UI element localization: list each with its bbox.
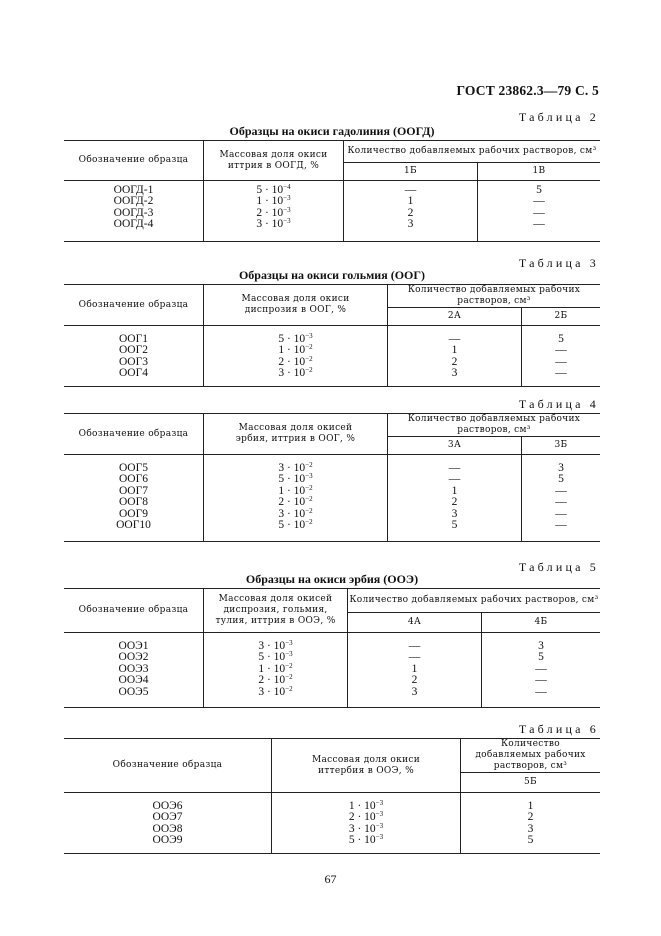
mass-value: $5 \cdot 10^{-3}$ <box>278 331 313 345</box>
col-mass-header: Массовая доля окисей диспрозия, гольмия, тулия, иттрия в ООЭ, % <box>204 589 348 633</box>
qty-b-column: 5 — — — <box>478 185 601 242</box>
qty-b-column: 5 — — — <box>522 334 601 387</box>
designation-column <box>64 334 204 387</box>
table-4 <box>64 413 600 542</box>
col-mass-header: Массовая доля окиси иттербия в ООЭ, % <box>272 739 461 793</box>
document-header: ГОСТ 23862.3—79 С. 5 <box>456 83 599 98</box>
col-mass-header: Массовая доля окиси иттрия в ООГД, % <box>204 141 344 181</box>
qty-b-column: 3 5 — — — <box>482 641 601 708</box>
mass-value: $2 \cdot 10^{-3}$ <box>348 810 384 824</box>
mass-value: $5 \cdot 10^{-2}$ <box>278 518 313 532</box>
mass-value: $5 \cdot 10^{-4}$ <box>256 182 291 196</box>
mass-value: $1 \cdot 10^{-3}$ <box>348 798 384 812</box>
mass-value: $5 \cdot 10^{-3}$ <box>348 833 384 847</box>
sub-header: 3А <box>388 437 522 455</box>
table-5-label: Таблица 5 <box>518 560 599 574</box>
table-row: ООГД-2 <box>113 195 154 208</box>
mass-column <box>204 638 348 708</box>
table-4-label: Таблица 4 <box>518 397 599 411</box>
mass-column <box>204 460 388 542</box>
qty-b-column: 1 2 3 5 <box>461 801 601 854</box>
mass-column <box>272 798 461 854</box>
table-row: ООГ6 <box>118 473 148 486</box>
col-qty-header: Количество добавляемых рабочих растворов, см³ <box>461 739 601 773</box>
table-row: ООГ1 <box>118 332 148 345</box>
qty-a-column: — — 1 2 3 <box>348 641 482 708</box>
table-row: ООГД-1 <box>113 183 154 196</box>
table-row: ООГ2 <box>118 344 148 357</box>
col-qty-header: Количество добавляемых рабочих растворов, см³ <box>344 141 601 163</box>
sub-header: 3Б <box>522 437 601 455</box>
col-designation-header: Обозначение образца <box>64 589 204 633</box>
sub-header: 5Б <box>461 773 601 793</box>
mass-value: $1 \cdot 10^{-3}$ <box>256 194 291 208</box>
col-designation-header: Обозначение образца <box>64 141 204 181</box>
col-designation-header: Обозначение образца <box>64 739 272 793</box>
mass-value: $2 \cdot 10^{-2}$ <box>278 354 313 368</box>
table-row: ООГ8 <box>118 496 148 509</box>
qty-a-column: — 1 2 3 <box>344 185 478 242</box>
table-3 <box>64 284 600 387</box>
mass-value: $3 \cdot 10^{-3}$ <box>256 217 291 231</box>
mass-value: $2 \cdot 10^{-2}$ <box>278 495 313 509</box>
mass-value: $3 \cdot 10^{-2}$ <box>258 684 293 698</box>
mass-value: $3 \cdot 10^{-3}$ <box>258 638 293 652</box>
designation-column <box>64 641 204 708</box>
col-designation-header: Обозначение образца <box>64 414 204 455</box>
table-row: ООЭ9 <box>152 834 183 847</box>
table-5-title: Образцы на окиси эрбия (ООЭ) <box>245 572 419 586</box>
table-row: ООГ5 <box>118 461 148 474</box>
qty-a-column: — — 1 2 3 5 <box>388 463 522 542</box>
col-qty-header: Количество добавляемых рабочих растворов, см³ <box>348 589 601 613</box>
mass-column <box>204 182 344 242</box>
sub-header: 1В <box>478 163 601 181</box>
table-row: ООГ3 <box>118 355 148 368</box>
mass-value: $1 \cdot 10^{-2}$ <box>278 343 313 357</box>
mass-value: $2 \cdot 10^{-3}$ <box>256 205 291 219</box>
mass-value: $2 \cdot 10^{-2}$ <box>258 673 293 687</box>
table-row: ООЭ4 <box>118 674 149 687</box>
table-6-label: Таблица 6 <box>518 722 599 736</box>
table-row: ООЭ5 <box>118 685 149 698</box>
table-2 <box>64 140 600 242</box>
table-3-label: Таблица 3 <box>518 256 599 270</box>
table-5 <box>64 588 600 708</box>
mass-value: $1 \cdot 10^{-2}$ <box>258 661 293 675</box>
col-qty-header: Количество добавляемых рабочих растворов, см³ <box>388 285 601 308</box>
mass-column <box>204 331 388 387</box>
table-row: ООГ10 <box>116 519 151 532</box>
qty-b-column: 3 5 — — — — <box>522 463 601 542</box>
table-row: ООГ9 <box>118 507 148 520</box>
sub-header: 4Б <box>482 613 601 633</box>
col-mass-header: Массовая доля окиси диспрозия в ООГ, % <box>204 285 388 326</box>
sub-header: 4А <box>348 613 482 633</box>
table-2-title: Образцы на окиси гадолиния (ООГД) <box>229 124 435 138</box>
mass-value: $3 \cdot 10^{-3}$ <box>348 821 384 835</box>
table-row: ООЭ3 <box>118 662 149 675</box>
col-mass-header: Массовая доля окисей эрбия, иттрия в ООГ, % <box>204 414 388 455</box>
mass-value: $5 \cdot 10^{-3}$ <box>258 650 293 664</box>
designation-column <box>64 185 204 242</box>
mass-value: $1 \cdot 10^{-2}$ <box>278 483 313 497</box>
designation-column <box>64 463 204 542</box>
sub-header: 2Б <box>522 308 601 326</box>
page-number: 67 <box>324 872 337 886</box>
mass-value: $3 \cdot 10^{-2}$ <box>278 506 313 520</box>
qty-a-column: — 1 2 3 <box>388 334 522 387</box>
table-6 <box>64 738 600 854</box>
col-designation-header: Обозначение образца <box>64 285 204 326</box>
table-row: ООЭ2 <box>118 651 149 664</box>
table-row: ООГ7 <box>118 484 148 497</box>
designation-column <box>64 801 272 854</box>
mass-value: $5 \cdot 10^{-3}$ <box>278 472 313 486</box>
table-row: ООЭ8 <box>152 822 183 835</box>
table-row: ООЭ6 <box>152 799 183 812</box>
table-row: ООГД-3 <box>113 206 154 219</box>
table-row: ООЭ1 <box>118 639 149 652</box>
mass-value: $3 \cdot 10^{-2}$ <box>278 366 313 380</box>
mass-value: $3 \cdot 10^{-2}$ <box>278 460 313 474</box>
table-row: ООГ4 <box>118 367 148 380</box>
table-row: ООЭ7 <box>152 811 183 824</box>
col-qty-header: Количество добавляемых рабочих растворов, см³ <box>388 414 601 437</box>
table-2-label: Таблица 2 <box>518 110 599 124</box>
table-3-title: Образцы на окиси гольмия (ООГ) <box>238 268 426 282</box>
sub-header: 1Б <box>344 163 478 181</box>
sub-header: 2А <box>388 308 522 326</box>
table-row: ООГД-4 <box>113 218 154 231</box>
